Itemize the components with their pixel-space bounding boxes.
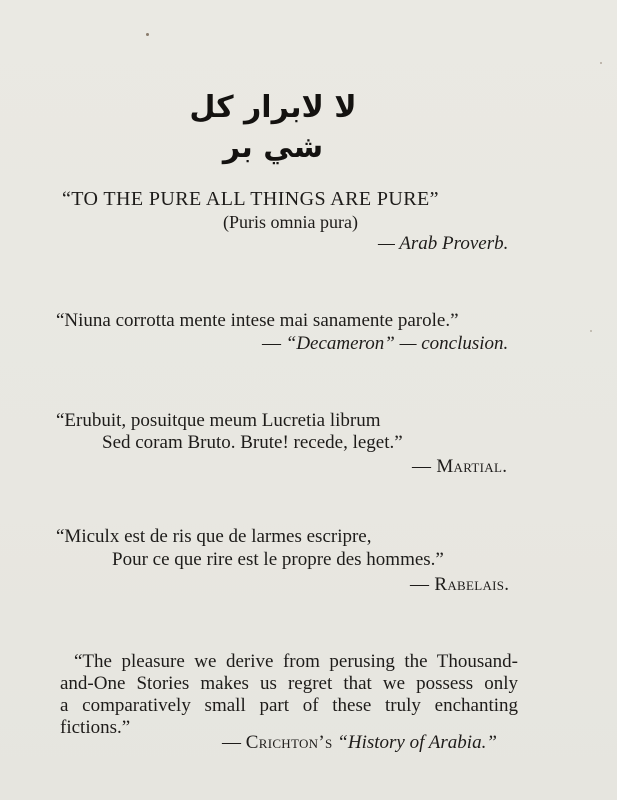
crichton-line-1: “The pleasure we derive from perusing the Thousand- [74,651,518,672]
crichton-attribution [222,732,497,754]
decameron-attribution [262,333,508,355]
crichton-author: Crichton’s [245,732,333,753]
rabelais-line-2: Pour ce que rire est le propre des hommes.” [112,549,444,570]
attribution-dash: — [222,732,246,753]
proverb-latin: (Puris omnia pura) [223,212,358,232]
crichton-line-2: and-One Stories makes us regret that we possess only [60,673,518,694]
decameron-work-title: “Decameron” [285,333,395,354]
crichton-work-title: “History of Arabia.” [332,732,497,753]
arabic-proverb-heading: لا لابرار كل شي بر [189,90,357,165]
paper-speck [590,330,592,332]
martial-line-2: Sed coram Bruto. Brute! recede, leget.” [102,432,403,453]
decameron-attribution-rest: — conclusion. [394,333,509,354]
rabelais-line-1: “Miculx est de ris que de larmes escripre, [56,526,372,547]
proverb-english: “TO THE PURE ALL THINGS ARE PURE” [62,188,439,210]
paper-speck [146,33,149,36]
crichton-line-3: a comparatively small part of these truly enchanting [60,695,518,716]
proverb-attribution: — Arab Proverb. [378,233,509,254]
crichton-line-4: fictions.” [60,717,131,738]
martial-line-1: “Erubuit, posuitque meum Lucretia librum [56,410,381,431]
martial-attribution: — Martial. [412,456,508,477]
paper-speck [600,62,602,64]
decameron-quote: “Niuna corrotta mente intese mai sanamente parole.” [56,310,459,331]
attribution-dash: — [262,333,286,354]
rabelais-attribution: — Rabelais. [410,574,510,595]
